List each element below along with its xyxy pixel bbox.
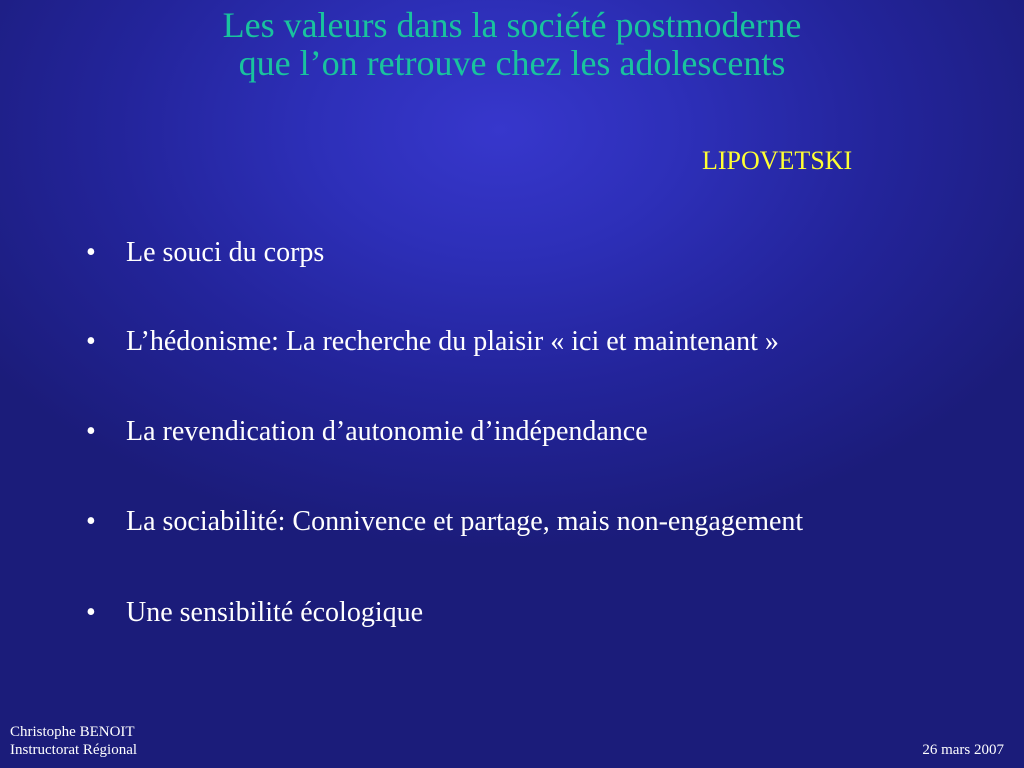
bullet-dot-icon: •	[86, 237, 96, 268]
bullet-dot-icon: •	[86, 416, 96, 447]
bullet-item	[86, 596, 946, 630]
footer-date: 26 mars 2007	[922, 742, 1004, 758]
bullet-text: Une sensibilité écologique	[126, 597, 424, 628]
author-reference: LIPOVETSKI	[702, 146, 853, 175]
bullet-item	[86, 415, 946, 449]
bullet-dot-icon: •	[86, 506, 96, 537]
bullet-item	[86, 325, 946, 359]
bullet-text: L’hédonisme: La recherche du plaisir « ici et maintenant »	[126, 326, 779, 357]
bullet-dot-icon: •	[86, 597, 96, 628]
footer-presenter-block	[10, 723, 137, 759]
slide-title	[0, 6, 1024, 82]
bullet-text: La revendication d’autonomie d’indépendance	[126, 416, 648, 447]
bullet-text: Le souci du corps	[126, 237, 325, 268]
bullet-text: La sociabilité: Connivence et partage, mais non-engagement	[126, 506, 804, 537]
bullet-item	[86, 505, 806, 539]
title-line-1: Les valeurs dans la société postmoderne	[222, 5, 802, 45]
bullet-item	[86, 236, 946, 270]
title-line-2: que l’on retrouve chez les adolescents	[238, 43, 786, 83]
bullet-dot-icon: •	[86, 326, 96, 357]
footer-presenter-name: Christophe BENOIT	[10, 724, 135, 740]
bullet-list	[86, 236, 946, 630]
footer-organization: Instructorat Régional	[10, 742, 138, 758]
